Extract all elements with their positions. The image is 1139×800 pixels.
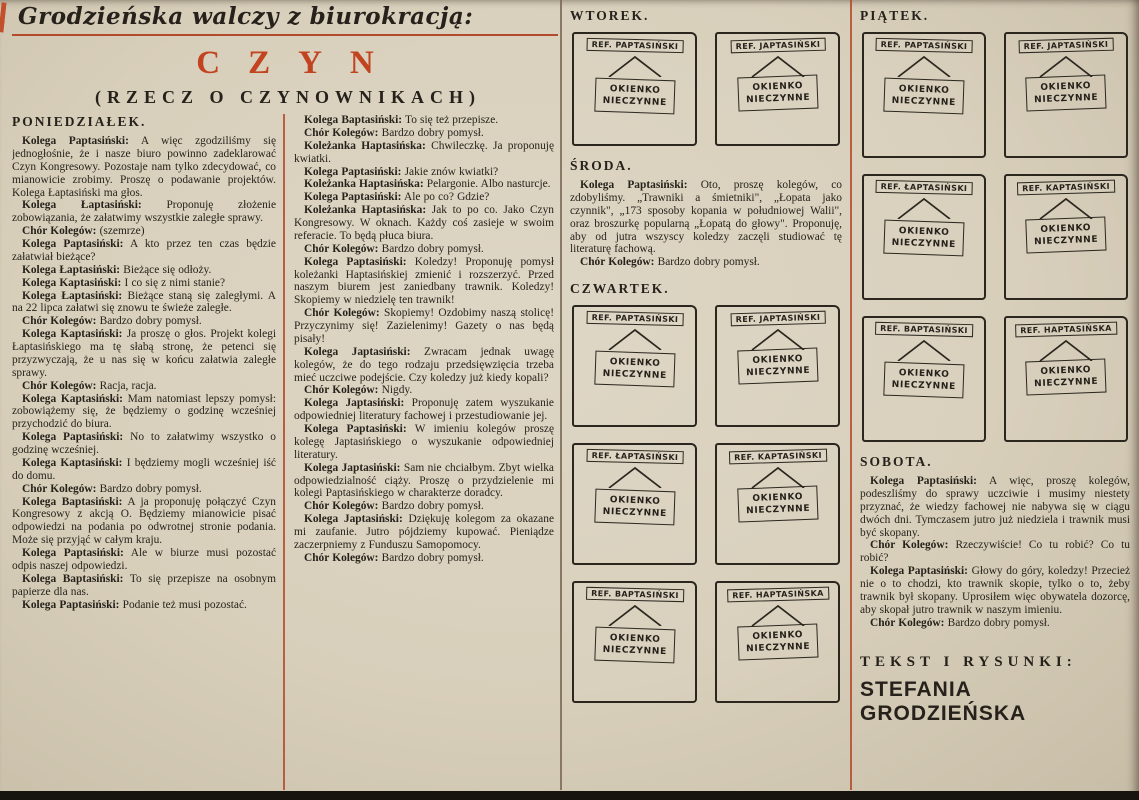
speaker-name: Kolega Kaptasiński: — [22, 276, 122, 289]
dialog-text: Bieżące staną się zaległymi. A na 22 lipca załatwi się znowu te świeże zaległe. — [12, 289, 276, 315]
window-ref-label: REF. KAPTASIŃSKI — [1017, 180, 1115, 196]
dialog-paragraph — [294, 256, 554, 308]
window-ref-label: REF. PAPTASIŃSKI — [586, 38, 683, 53]
dialog-text: Bardzo dobry pomysł. — [657, 256, 760, 269]
thursday-heading: CZWARTEK. — [570, 281, 670, 297]
dialog-paragraph — [12, 199, 276, 225]
closed-sign — [883, 220, 964, 257]
closed-sign-line1: OKIENKO — [1040, 81, 1092, 93]
cartoon-closed-window — [572, 443, 697, 565]
speaker-name: Kolega Paptasiński: — [580, 179, 688, 191]
cartoon-closed-window — [572, 32, 697, 146]
speaker-name: Chór Kolegów: — [22, 315, 97, 328]
speaker-name: Chór Kolegów: — [22, 482, 97, 495]
speaker-name: Kolega Paptasiński: — [22, 431, 124, 444]
thursday-windows — [572, 305, 840, 703]
dialog-paragraph — [12, 225, 276, 238]
dialog-text: Oto, proszę kolegów, co zdobyliśmy. „Trawniki a śmietniki", „Łopata jako czynnik", „173 sposoby kopania w południowej Walii", oraz broszurkę popularną „Łopatą do głowy". Proponuję, aby od jutra wszyscy koledzy zaczęli studiować tę literaturę fachową. — [570, 179, 842, 256]
closed-sign-line2: NIECZYNNE — [745, 92, 811, 106]
dialog-text: Pelargonie. Albo nasturcje. — [426, 178, 551, 191]
dialog-text: Proponuję złożenie zobowiązania, że załatwimy wszystkie zaległe sprawy. — [12, 199, 276, 225]
speaker-name: Kolega Paptasiński: — [22, 547, 124, 559]
closed-sign-line2: NIECZYNNE — [745, 504, 811, 517]
dialog-text: Zwracam jednak uwagę kolegów, że do tego rodzaju przedsięwzięcia trzeba mieć uczciwe podejście. Czy koledzy już kiedy kopali? — [294, 345, 554, 384]
sign-strings-icon — [745, 604, 811, 626]
speaker-name: Kolega Baptasiński: — [304, 114, 403, 126]
masthead — [12, 3, 558, 108]
dialog-text: W imieniu kolegów proszę kolegę Japtasińskiego o wyszukanie odpowiedniej literatury. — [294, 423, 554, 461]
monday-heading: PONIEDZIAŁEK. — [12, 114, 147, 129]
closed-sign-line2: NIECZYNNE — [745, 366, 811, 379]
dialog-text: Podanie też musi pozostać. — [122, 598, 247, 611]
closed-sign-line2: NIECZYNNE — [891, 380, 957, 393]
dialog-text: A więc, proszę kolegów, podeszliśmy do sprawy uczciwie i musimy niestety przyznać, że wiedzy fachowej nie nabywa się w ciągu dwóch dni. Tymczasem jutro już niedziela i trawnik musi być skopany. — [860, 475, 1130, 539]
window-ref-label: REF. PAPTASIŃSKI — [586, 311, 683, 326]
closed-sign — [737, 624, 818, 661]
closed-sign-line2: NIECZYNNE — [745, 642, 811, 655]
dialog-paragraph — [12, 315, 276, 328]
closed-sign — [883, 78, 964, 115]
dialog-text: Koledzy! Proponuję pomysł koleżanki Haptasińskiej zmienić i rozszerzyć. Przed naszym biurem jest zaniedbany trawnik. Koledzy! Skopiemy w niedzielę ten trawnik! — [294, 255, 554, 307]
dialog-paragraph — [294, 204, 554, 243]
speaker-name: Kolega Kaptasiński: — [22, 328, 123, 341]
dialog-paragraph — [12, 496, 276, 548]
closed-sign-line2: NIECZYNNE — [1033, 376, 1099, 390]
window-ref-label: REF. KAPTASIŃSKI — [728, 449, 826, 465]
closed-sign-line2: NIECZYNNE — [1033, 234, 1099, 248]
closed-sign — [1025, 74, 1106, 111]
speaker-name: Chór Kolegów: — [870, 539, 949, 552]
dialog-paragraph — [12, 483, 276, 496]
speaker-name: Chór Kolegów: — [580, 256, 655, 269]
speaker-name: Koleżanka Haptasińska: — [304, 204, 427, 217]
dialog-text: Bardzo dobry pomysł. — [99, 482, 202, 495]
closed-sign-line1: OKIENKO — [751, 81, 803, 93]
dialog-text: Ale w biurze musi pozostać odpis naszej odpowiedzi. — [12, 547, 276, 572]
dialog-paragraph — [12, 547, 276, 573]
dialog-text: Bardzo dobry pomysł. — [381, 242, 484, 255]
dialog-paragraph — [12, 431, 276, 457]
sign-strings-icon — [1033, 339, 1099, 361]
speaker-name: Kolega Japtasiński: — [304, 461, 401, 474]
dialog-paragraph — [294, 243, 554, 256]
speaker-name: Kolega Paptasiński: — [22, 598, 120, 611]
cartoon-closed-window — [715, 305, 840, 427]
dialog-text: Bardzo dobry pomysł. — [99, 315, 202, 328]
dialog-paragraph — [860, 617, 1130, 630]
sign-strings-icon — [891, 55, 957, 77]
speaker-name: Chór Kolegów: — [304, 126, 379, 139]
dialog-text: Rzeczywiście! Co tu robić? Co tu robić? — [860, 539, 1130, 565]
dialog-text: To się też przepisze. — [405, 114, 499, 126]
dialog-paragraph — [12, 135, 276, 199]
dialog-text: Sam nie chciałbym. Zbyt wielka odpowiedzialność ciąży. Proszę o przydzielenie mi kolegi Paptasińskiego w charakterze doradcy. — [294, 461, 554, 500]
dialog-text: No to załatwimy wszystko o godzinę wcześniej. — [12, 431, 276, 456]
closed-sign-line2: NIECZYNNE — [602, 507, 667, 520]
speaker-name: Kolega Japtasiński: — [304, 345, 411, 358]
dialog-paragraph — [294, 423, 554, 462]
closed-sign — [737, 348, 818, 385]
closed-sign-line1: OKIENKO — [751, 492, 803, 505]
cartoon-closed-window — [862, 316, 986, 442]
column-rule — [283, 114, 285, 790]
closed-sign — [737, 74, 818, 111]
speaker-name: Koleżanka Haptasińska: — [304, 178, 424, 191]
speaker-name: Kolega Kaptasiński: — [22, 456, 123, 469]
speaker-name: Chór Kolegów: — [304, 307, 380, 320]
dialog-text: Jak to po co. Jako Czyn Kongresowy. W oknach. Każdy coś zasieje w swoim referacie. To będą płuca biura. — [294, 204, 554, 242]
tuesday-heading: WTOREK. — [570, 8, 650, 23]
saturday-heading: SOBOTA. — [860, 454, 933, 469]
dialog-text: Dziękuję kolegom za okazane mi zaufanie. Jutro pójdziemy kupować. Pieniądze zaczerpniemy z Funduszu Samopomocy. — [294, 513, 554, 551]
dialog-paragraph — [12, 277, 276, 290]
dialog-text: I co się z nimi stanie? — [124, 276, 226, 289]
speaker-name: Chór Kolegów: — [22, 379, 97, 392]
sign-strings-icon — [602, 604, 668, 626]
dialog-paragraph — [294, 552, 554, 565]
dialog-text: Bardzo dobry pomysł. — [381, 551, 484, 564]
dialog-paragraph — [294, 397, 554, 423]
monday-paragraphs-2 — [294, 114, 554, 565]
dialog-text: Proponuję zatem wyszukanie odpowiedniej literatury fachowej i przestudiowanie jej. — [294, 397, 554, 423]
credits — [860, 654, 1130, 726]
speaker-name: Kolega Japtasiński: — [304, 397, 405, 410]
dialog-paragraph — [12, 599, 276, 612]
sign-strings-icon — [602, 328, 668, 350]
cartoon-closed-window — [572, 305, 697, 427]
dialog-text: Bardzo dobry pomysł. — [381, 126, 484, 139]
cartoon-closed-window — [862, 32, 986, 158]
speaker-name: Kolega Paptasiński: — [304, 255, 407, 268]
wednesday-paragraphs — [570, 179, 842, 269]
friday-windows — [862, 32, 1128, 442]
dialog-paragraph — [860, 475, 1130, 539]
cartoon-closed-window — [1004, 174, 1128, 300]
sign-strings-icon — [602, 55, 668, 77]
dialog-text: Skopiemy! Ozdobimy naszą stolicę! Przyczynimy się! Zazielenimy! Gazety o nas będą pisały! — [294, 307, 554, 345]
speaker-name: Kolega Paptasiński: — [870, 565, 968, 578]
closed-sign-line2: NIECZYNNE — [602, 369, 667, 382]
closed-sign — [737, 486, 818, 523]
closed-sign-line2: NIECZYNNE — [891, 96, 957, 109]
dialog-text: Nigdy. — [381, 384, 413, 397]
closed-sign-line1: OKIENKO — [1040, 365, 1092, 377]
speaker-name: Kolega Japtasiński: — [304, 513, 403, 526]
dialog-text: Bieżące się odłoży. — [123, 263, 212, 276]
closed-sign-line2: NIECZYNNE — [602, 96, 667, 109]
closed-sign — [594, 627, 675, 664]
sign-strings-icon — [745, 466, 811, 488]
speaker-name: Kolega Łaptasiński: — [22, 289, 123, 302]
dialog-paragraph — [294, 500, 554, 513]
window-ref-label: REF. JAPTASIŃSKI — [730, 311, 825, 327]
closed-sign-line1: OKIENKO — [751, 630, 803, 643]
dialog-paragraph — [294, 178, 554, 191]
sign-strings-icon — [891, 197, 957, 219]
column-rule — [850, 0, 852, 790]
closed-sign-line1: OKIENKO — [898, 226, 950, 238]
dialog-paragraph — [12, 380, 276, 393]
dialog-paragraph — [12, 457, 276, 483]
dialog-paragraph — [12, 238, 276, 264]
speaker-name: Kolega Baptasiński: — [22, 572, 124, 585]
dialog-paragraph — [294, 191, 554, 204]
closed-sign-line2: NIECZYNNE — [891, 238, 957, 251]
closed-sign-line1: OKIENKO — [751, 354, 803, 367]
dialog-paragraph — [294, 114, 554, 127]
window-ref-label: REF. JAPTASIŃSKI — [730, 38, 825, 54]
dialog-text: I będziemy mogli wcześniej iść do domu. — [12, 456, 276, 482]
cartoon-closed-window — [715, 32, 840, 146]
scan-edge-bar — [0, 791, 1139, 800]
dialog-text: Racja, racja. — [99, 379, 157, 392]
window-ref-label: REF. HAPTASIŃSKA — [1015, 322, 1117, 338]
dialog-text: Ale po co? Gdzie? — [403, 191, 490, 204]
closed-sign-line2: NIECZYNNE — [602, 645, 667, 658]
speaker-name: Kolega Paptasiński: — [22, 135, 129, 147]
dialog-text: A więc zgodziliśmy się jednogłośnie, że i nasze biuro powinno zadeklarować Czyn Kongresowy. Pozostaje nam tylko zdecydować, co mianowicie zrobimy. Proszę o podawanie projektów. Kolega Łaptasiński ma głos. — [12, 135, 276, 199]
dialog-paragraph — [294, 384, 554, 397]
credits-label: TEKST I RYSUNKI: — [860, 653, 1077, 670]
dialog-paragraph — [294, 127, 554, 140]
speaker-name: Koleżanka Haptasińska: — [304, 139, 426, 152]
column-rule — [560, 0, 562, 790]
dialog-text: Ja proszę o głos. Projekt kolegi Łaptasińskiego ma tę słabą stronę, że petenci się przyzwyczają, że u nas się w końcu załatwia zaległe sprawy. — [12, 328, 276, 379]
window-ref-label: REF. HAPTASIŃSKA — [727, 587, 829, 603]
sign-strings-icon — [745, 55, 811, 77]
dialog-paragraph — [294, 513, 554, 552]
dialog-text: Głowy do góry, koledzy! Przecież nie o to chodzi, kto trawnik skopie, tylko o to, żeby trawnik był skopany. Uprosiłem więc obywatela dozorcę, aby skopał jutro trawnik w naszym imieniu. — [860, 565, 1130, 616]
speaker-name: Kolega Łaptasiński: — [22, 199, 142, 212]
closed-sign — [594, 78, 675, 115]
cartoon-closed-window — [1004, 316, 1128, 442]
dialog-paragraph — [570, 256, 842, 269]
closed-sign-line2: NIECZYNNE — [1033, 92, 1099, 106]
window-ref-label: REF. BAPTASIŃSKI — [586, 587, 684, 602]
closed-sign — [594, 351, 675, 388]
saturday-paragraphs — [860, 475, 1130, 630]
cartoon-closed-window — [572, 581, 697, 703]
column-2 — [294, 114, 554, 790]
monday-paragraphs-1 — [12, 135, 276, 611]
dialog-text: A ja proponuję połączyć Czyn Kongresowy z akcją O. Będziemy mianowicie pisać odpowiedzi na podania po odwrotnej stronie podania. Może się przyjąć w całym kraju. — [12, 495, 276, 547]
sign-strings-icon — [745, 328, 811, 350]
dialog-text: (szemrze) — [99, 225, 145, 238]
sign-strings-icon — [1033, 197, 1099, 219]
closed-sign — [883, 362, 964, 399]
dialog-paragraph — [294, 346, 554, 385]
speaker-name: Kolega Paptasiński: — [304, 165, 402, 178]
cartoon-closed-window — [715, 443, 840, 565]
closed-sign-line1: OKIENKO — [609, 357, 661, 370]
speaker-name: Chór Kolegów: — [22, 225, 97, 238]
closed-sign-line1: OKIENKO — [609, 84, 661, 96]
closed-sign — [594, 489, 675, 526]
speaker-name: Chór Kolegów: — [304, 551, 379, 564]
dialog-paragraph — [860, 539, 1130, 565]
dialog-text: Bardzo dobry pomysł. — [381, 500, 484, 513]
speaker-name: Kolega Kaptasiński: — [22, 392, 123, 405]
speaker-name: Kolega Łaptasiński: — [22, 263, 121, 276]
speaker-name: Kolega Paptasiński: — [304, 423, 407, 435]
speaker-name: Kolega Paptasiński: — [870, 475, 977, 487]
dialog-text: To się przepisze na osobnym papierze dla nas. — [12, 572, 276, 598]
cartoon-closed-window — [715, 581, 840, 703]
speaker-name: Chór Kolegów: — [304, 384, 379, 397]
dialog-paragraph — [12, 573, 276, 599]
closed-sign-line1: OKIENKO — [898, 84, 950, 96]
dialog-paragraph — [294, 166, 554, 179]
dialog-text: Chwileczkę. Ja proponuję kwiatki. — [294, 139, 554, 165]
friday-heading: PIĄTEK. — [860, 8, 930, 23]
speaker-name: Chór Kolegów: — [304, 500, 379, 513]
dialog-text: A kto przez ten czas będzie załatwiał bieżące? — [12, 238, 276, 263]
sign-strings-icon — [891, 339, 957, 361]
closed-sign-line1: OKIENKO — [898, 368, 950, 380]
window-ref-label: REF. BAPTASIŃSKI — [875, 322, 973, 337]
speaker-name: Kolega Baptasiński: — [22, 495, 123, 508]
dialog-paragraph — [12, 328, 276, 380]
kicker: Grodzieńska walczy z biurokracją: — [12, 3, 558, 36]
cartoon-closed-window — [862, 174, 986, 300]
speaker-name: Chór Kolegów: — [870, 616, 945, 629]
window-ref-label: REF. JAPTASIŃSKI — [1019, 38, 1114, 54]
sign-strings-icon — [1033, 55, 1099, 77]
dialog-text: Bardzo dobry pomysł. — [947, 616, 1050, 629]
dialog-paragraph — [294, 140, 554, 166]
dialog-text: Jakie znów kwiatki? — [404, 165, 499, 178]
closed-sign — [1025, 216, 1106, 253]
wednesday-heading: ŚRODA. — [570, 158, 633, 173]
page-title: CZYN — [196, 45, 402, 81]
closed-sign-line1: OKIENKO — [609, 633, 661, 646]
window-ref-label: REF. ŁAPTASIŃSKI — [586, 449, 683, 464]
credits-author: STEFANIA GRODZIEŃSKA — [860, 677, 1027, 725]
window-ref-label: REF. PAPTASIŃSKI — [875, 38, 972, 53]
page-subtitle: (RZECZ O CZYNOWNIKACH) — [94, 87, 481, 107]
dialog-paragraph — [294, 307, 554, 346]
cartoon-closed-window — [1004, 32, 1128, 158]
dialog-paragraph — [12, 264, 276, 277]
tuesday-windows — [572, 32, 840, 146]
closed-sign-line1: OKIENKO — [1040, 223, 1092, 235]
column-4 — [860, 8, 1130, 792]
dialog-text: Mam natomiast lepszy pomysł: zobowiążemy się, że będziemy o godzinę wcześniej przychodzić do biura. — [12, 392, 276, 431]
dialog-paragraph — [294, 462, 554, 501]
dialog-paragraph — [12, 290, 276, 316]
speaker-name: Kolega Paptasiński: — [22, 238, 124, 250]
dialog-paragraph — [12, 393, 276, 432]
speaker-name: Chór Kolegów: — [304, 242, 379, 255]
column-3 — [570, 8, 842, 792]
closed-sign-line1: OKIENKO — [609, 495, 661, 508]
dialog-paragraph — [860, 565, 1130, 617]
window-ref-label: REF. ŁAPTASIŃSKI — [875, 180, 972, 195]
column-1 — [12, 114, 276, 790]
dialog-paragraph — [570, 179, 842, 256]
closed-sign — [1025, 358, 1106, 395]
speaker-name: Kolega Paptasiński: — [304, 191, 402, 204]
sign-strings-icon — [602, 466, 668, 488]
